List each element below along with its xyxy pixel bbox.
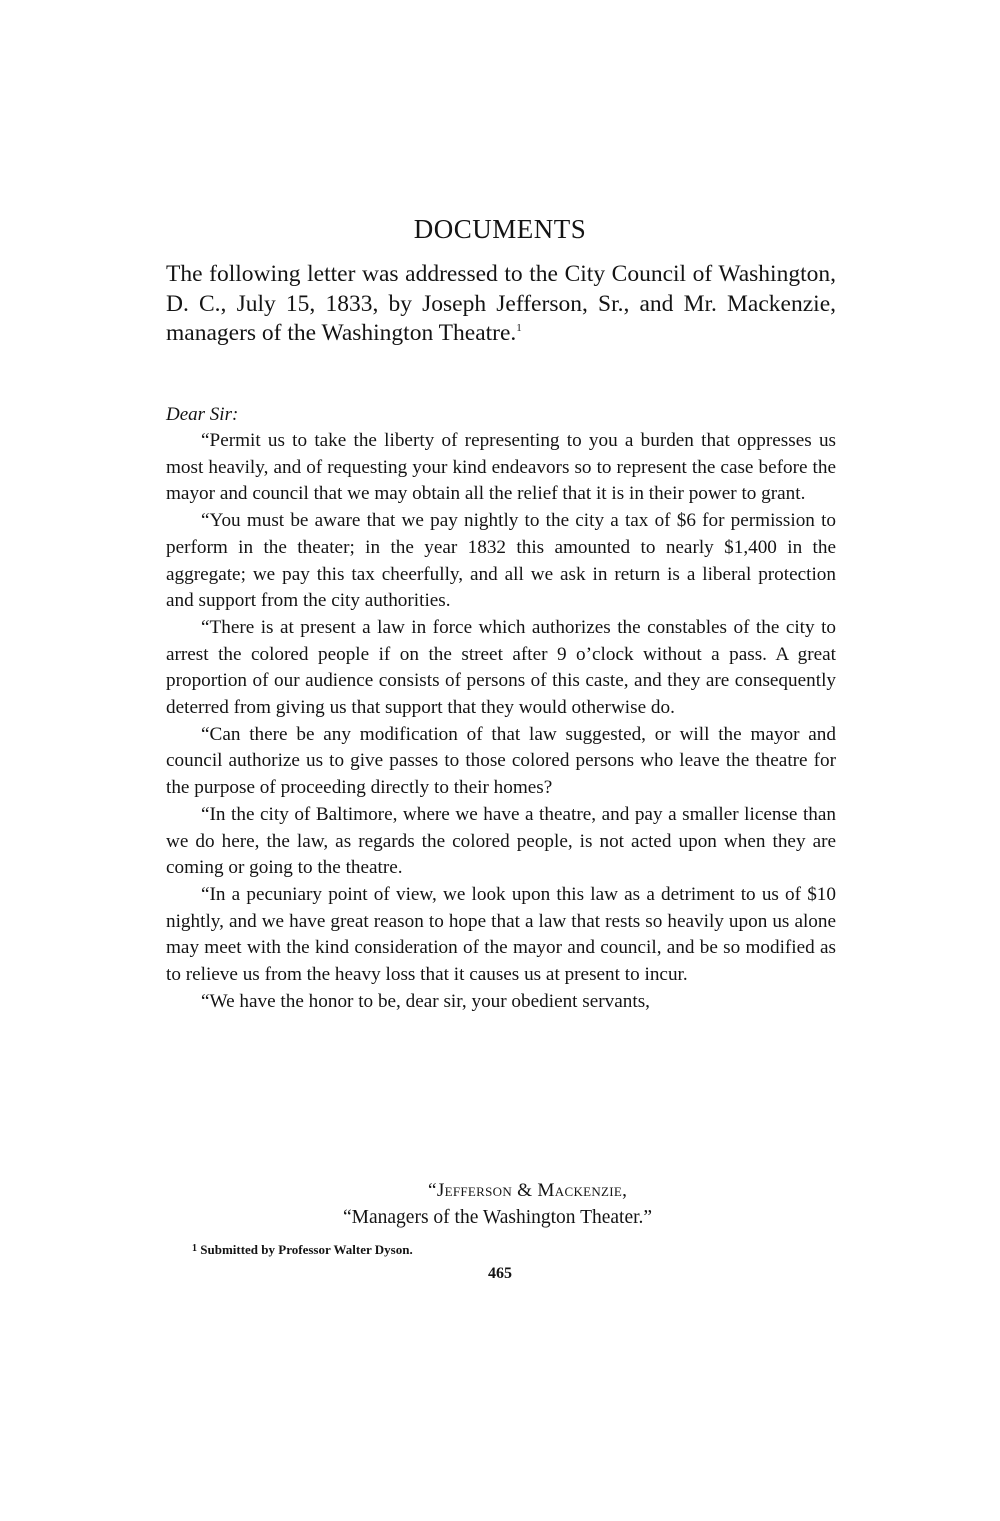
letter-closing: “We have the honor to be, dear sir, your obedient servants, xyxy=(201,990,650,1012)
letter-paragraph: “There is at present a law in force which authorizes the constables of the city to arrest the colored people if on the street after 9 o’clock without a pass. A great proportion of our audience consists of persons of this caste, and they are consequently deterred from giving us that support that they would otherwise do. xyxy=(166,616,836,719)
intro-text: The following letter was addressed to the City Council of Washington, D. C., July 15, 1833, by Joseph Jefferson, Sr., and Mr. Mackenzie, managers of the Washington Theatre. xyxy=(166,261,836,346)
letter-salutation: Dear Sir: xyxy=(166,404,239,425)
letter-paragraph: “Can there be any modification of that law suggested, or will the mayor and council authorize us to give passes to those colored persons who leave the theatre for the purpose of proceeding directly to their homes? xyxy=(166,723,836,799)
signature-name: “Jefferson & Mackenzie, xyxy=(428,1180,628,1201)
letter-paragraph: “In a pecuniary point of view, we look upon this law as a detriment to us of $10 nightly, and we have great reason to hope that a law that rests so heavily upon us alone may meet with the kind consideration of the mayor and council, and be so modified as to relieve us from the heavy loss that it causes us at present to incur. xyxy=(166,883,836,986)
page-number: 465 xyxy=(488,1265,512,1282)
footnote xyxy=(192,1240,413,1259)
page-title: DOCUMENTS xyxy=(413,214,587,244)
footnote-marker: 1 xyxy=(192,1243,197,1254)
letter-paragraph: “In the city of Baltimore, where we have a theatre, and pay a smaller license than we do here, the law, as regards the colored people, is not acted upon when they are coming or going to the theatre. xyxy=(166,803,836,879)
letter-body xyxy=(166,428,836,1015)
footnote-text: Submitted by Professor Walter Dyson. xyxy=(200,1242,413,1257)
signature-title: “Managers of the Washington Theater.” xyxy=(343,1207,653,1228)
letter-paragraph: “Permit us to take the liberty of representing to you a burden that oppresses us most heavily, and of requesting your kind endeavors so to represent the case before the mayor and council that we may obtain all the relief that it is in their power to grant. xyxy=(166,430,836,505)
footnote-reference: 1 xyxy=(516,322,522,334)
letter-paragraph: “You must be aware that we pay nightly to the city a tax of $6 for permission to perform in the theater; in the year 1832 this amounted to nearly $1,400 in the aggregate; we pay this tax cheerfully, and all we ask in return is a liberal protection and support from the city authorities. xyxy=(166,510,836,612)
intro-paragraph xyxy=(166,260,836,349)
